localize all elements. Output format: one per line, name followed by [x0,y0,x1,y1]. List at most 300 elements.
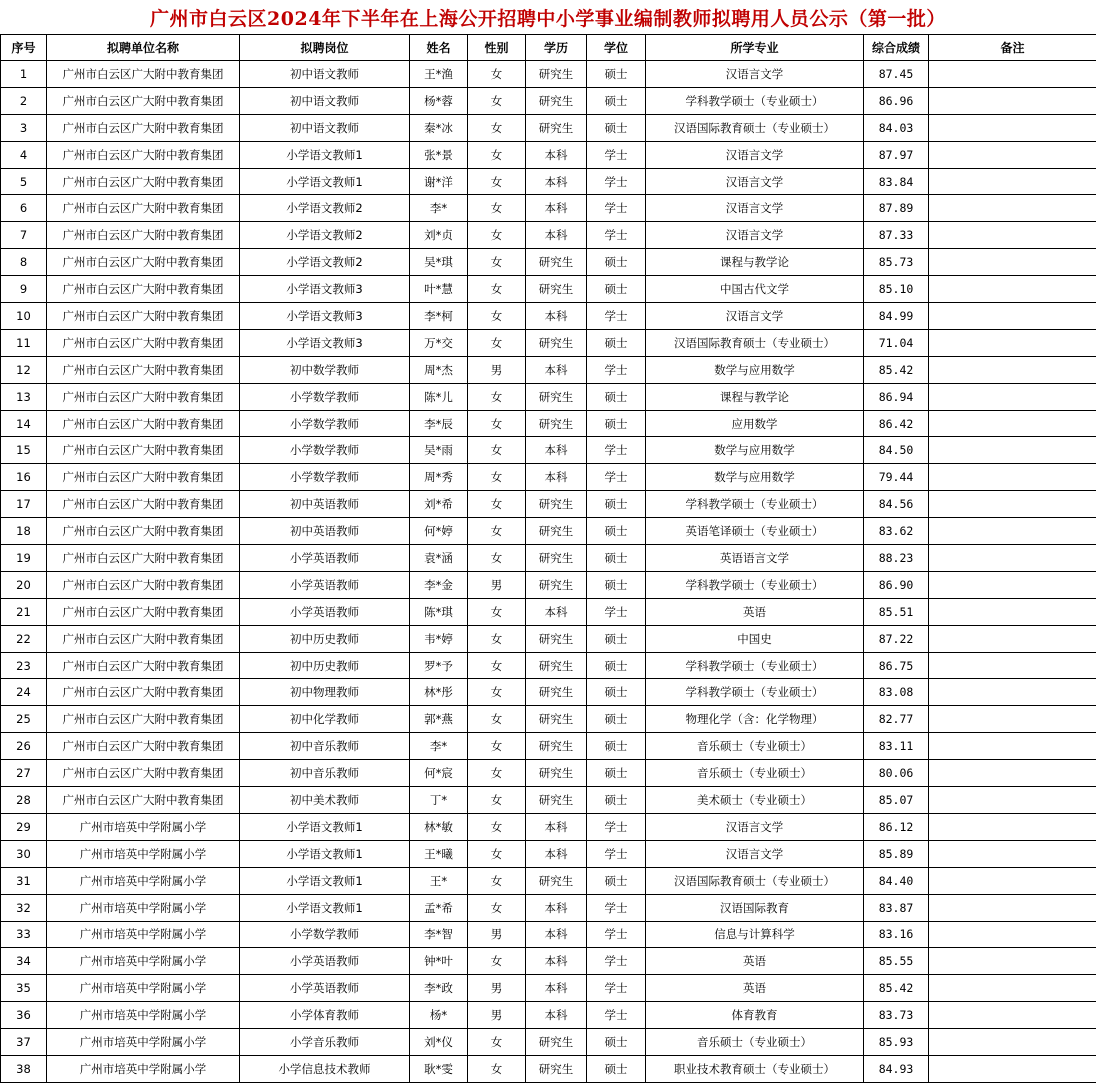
cell-score: 82.77 [864,706,929,733]
cell-name: 王*渔 [410,61,468,88]
cell-education: 本科 [526,840,587,867]
table-row [1,571,1096,598]
cell-gender: 女 [468,249,526,276]
cell-degree: 硕士 [587,1055,646,1082]
cell-seq: 24 [1,679,47,706]
cell-remarks [929,625,1096,652]
cell-gender: 女 [468,410,526,437]
table-row [1,733,1096,760]
cell-score: 86.96 [864,87,929,114]
cell-name: 丁* [410,787,468,814]
cell-gender: 女 [468,545,526,572]
cell-post: 初中英语教师 [240,491,410,518]
cell-unit: 广州市白云区广大附中教育集团 [47,222,240,249]
cell-major: 汉语言文学 [646,840,864,867]
cell-name: 吴*雨 [410,437,468,464]
cell-major: 汉语言文学 [646,303,864,330]
cell-gender: 女 [468,464,526,491]
cell-seq: 11 [1,329,47,356]
cell-name: 郭*燕 [410,706,468,733]
table-row [1,518,1096,545]
cell-post: 小学语文教师1 [240,813,410,840]
cell-gender: 女 [468,948,526,975]
cell-unit: 广州市培英中学附属小学 [47,1029,240,1056]
cell-score: 85.42 [864,356,929,383]
cell-gender: 女 [468,652,526,679]
cell-score: 84.50 [864,437,929,464]
cell-name: 李*智 [410,921,468,948]
cell-gender: 女 [468,733,526,760]
cell-seq: 20 [1,571,47,598]
cell-seq: 3 [1,114,47,141]
cell-major: 汉语国际教育硕士（专业硕士） [646,329,864,356]
cell-gender: 男 [468,356,526,383]
cell-score: 87.22 [864,625,929,652]
cell-major: 数学与应用数学 [646,464,864,491]
cell-post: 小学数学教师 [240,921,410,948]
table-row [1,867,1096,894]
cell-post: 初中语文教师 [240,114,410,141]
cell-major: 汉语言文学 [646,195,864,222]
table-row [1,195,1096,222]
cell-unit: 广州市培英中学附属小学 [47,1055,240,1082]
cell-unit: 广州市培英中学附属小学 [47,921,240,948]
table-row [1,1029,1096,1056]
cell-gender: 女 [468,87,526,114]
table-row [1,491,1096,518]
cell-name: 韦*婷 [410,625,468,652]
cell-major: 音乐硕士（专业硕士） [646,760,864,787]
cell-major: 应用数学 [646,410,864,437]
cell-remarks [929,356,1096,383]
cell-gender: 女 [468,329,526,356]
header-education: 学历 [526,35,587,61]
cell-degree: 学士 [587,168,646,195]
cell-name: 刘*仪 [410,1029,468,1056]
cell-seq: 8 [1,249,47,276]
cell-seq: 29 [1,813,47,840]
cell-post: 小学语文教师1 [240,867,410,894]
cell-gender: 女 [468,222,526,249]
cell-major: 音乐硕士（专业硕士） [646,733,864,760]
cell-education: 本科 [526,598,587,625]
cell-remarks [929,1002,1096,1029]
cell-post: 小学英语教师 [240,975,410,1002]
cell-education: 本科 [526,948,587,975]
cell-score: 85.51 [864,598,929,625]
cell-post: 初中语文教师 [240,87,410,114]
cell-seq: 22 [1,625,47,652]
cell-post: 初中美术教师 [240,787,410,814]
cell-remarks [929,598,1096,625]
cell-education: 本科 [526,356,587,383]
cell-unit: 广州市白云区广大附中教育集团 [47,625,240,652]
table-row [1,975,1096,1002]
cell-score: 84.40 [864,867,929,894]
cell-major: 体育教育 [646,1002,864,1029]
cell-gender: 女 [468,141,526,168]
cell-score: 87.97 [864,141,929,168]
table-row [1,383,1096,410]
cell-major: 汉语国际教育硕士（专业硕士） [646,867,864,894]
cell-unit: 广州市白云区广大附中教育集团 [47,787,240,814]
cell-degree: 硕士 [587,249,646,276]
cell-unit: 广州市白云区广大附中教育集团 [47,518,240,545]
cell-education: 研究生 [526,652,587,679]
table-row [1,356,1096,383]
cell-major: 英语语言文学 [646,545,864,572]
cell-education: 研究生 [526,867,587,894]
table-row [1,303,1096,330]
cell-degree: 学士 [587,303,646,330]
cell-post: 小学英语教师 [240,571,410,598]
cell-remarks [929,195,1096,222]
cell-degree: 硕士 [587,867,646,894]
cell-unit: 广州市白云区广大附中教育集团 [47,410,240,437]
cell-name: 袁*涵 [410,545,468,572]
cell-gender: 女 [468,437,526,464]
cell-unit: 广州市白云区广大附中教育集团 [47,114,240,141]
cell-remarks [929,1055,1096,1082]
cell-degree: 硕士 [587,276,646,303]
cell-education: 研究生 [526,383,587,410]
cell-unit: 广州市白云区广大附中教育集团 [47,679,240,706]
cell-seq: 19 [1,545,47,572]
cell-degree: 学士 [587,222,646,249]
header-unit: 拟聘单位名称 [47,35,240,61]
cell-seq: 14 [1,410,47,437]
cell-post: 初中音乐教师 [240,760,410,787]
cell-remarks [929,894,1096,921]
table-row [1,840,1096,867]
cell-education: 研究生 [526,545,587,572]
cell-seq: 12 [1,356,47,383]
cell-gender: 女 [468,276,526,303]
cell-unit: 广州市白云区广大附中教育集团 [47,652,240,679]
cell-seq: 15 [1,437,47,464]
cell-score: 83.11 [864,733,929,760]
cell-education: 研究生 [526,114,587,141]
cell-major: 汉语言文学 [646,168,864,195]
cell-degree: 硕士 [587,625,646,652]
cell-major: 汉语言文学 [646,222,864,249]
cell-name: 林*彤 [410,679,468,706]
cell-score: 88.23 [864,545,929,572]
cell-name: 叶*慧 [410,276,468,303]
cell-name: 李*辰 [410,410,468,437]
cell-score: 83.73 [864,1002,929,1029]
cell-seq: 10 [1,303,47,330]
cell-degree: 硕士 [587,545,646,572]
cell-score: 85.89 [864,840,929,867]
cell-education: 本科 [526,141,587,168]
cell-score: 84.99 [864,303,929,330]
cell-seq: 38 [1,1055,47,1082]
cell-post: 小学英语教师 [240,545,410,572]
cell-unit: 广州市白云区广大附中教育集团 [47,329,240,356]
header-gender: 性别 [468,35,526,61]
cell-gender: 女 [468,114,526,141]
cell-education: 研究生 [526,760,587,787]
cell-degree: 学士 [587,141,646,168]
cell-seq: 37 [1,1029,47,1056]
cell-unit: 广州市白云区广大附中教育集团 [47,276,240,303]
table-row [1,410,1096,437]
cell-remarks [929,141,1096,168]
cell-seq: 26 [1,733,47,760]
cell-unit: 广州市培英中学附属小学 [47,1002,240,1029]
cell-seq: 33 [1,921,47,948]
cell-education: 本科 [526,894,587,921]
cell-unit: 广州市白云区广大附中教育集团 [47,733,240,760]
cell-education: 研究生 [526,1055,587,1082]
cell-score: 80.06 [864,760,929,787]
cell-unit: 广州市白云区广大附中教育集团 [47,706,240,733]
cell-score: 83.16 [864,921,929,948]
cell-degree: 硕士 [587,706,646,733]
cell-major: 数学与应用数学 [646,437,864,464]
cell-unit: 广州市培英中学附属小学 [47,840,240,867]
cell-degree: 硕士 [587,679,646,706]
cell-remarks [929,303,1096,330]
cell-name: 李*柯 [410,303,468,330]
cell-post: 小学语文教师2 [240,195,410,222]
cell-gender: 男 [468,1002,526,1029]
cell-gender: 女 [468,168,526,195]
cell-degree: 学士 [587,598,646,625]
header-major: 所学专业 [646,35,864,61]
cell-name: 李*政 [410,975,468,1002]
cell-name: 李* [410,195,468,222]
cell-remarks [929,948,1096,975]
cell-education: 研究生 [526,733,587,760]
cell-name: 陈*儿 [410,383,468,410]
cell-name: 吴*琪 [410,249,468,276]
cell-unit: 广州市白云区广大附中教育集团 [47,249,240,276]
cell-major: 学科教学硕士（专业硕士） [646,679,864,706]
cell-remarks [929,168,1096,195]
table-row [1,61,1096,88]
cell-remarks [929,114,1096,141]
cell-gender: 女 [468,383,526,410]
table-row [1,464,1096,491]
table-row [1,921,1096,948]
cell-seq: 25 [1,706,47,733]
cell-post: 小学语文教师1 [240,168,410,195]
cell-post: 初中语文教师 [240,61,410,88]
cell-name: 孟*希 [410,894,468,921]
cell-unit: 广州市培英中学附属小学 [47,813,240,840]
cell-unit: 广州市白云区广大附中教育集团 [47,61,240,88]
cell-score: 79.44 [864,464,929,491]
cell-major: 英语 [646,948,864,975]
cell-post: 小学音乐教师 [240,1029,410,1056]
cell-remarks [929,706,1096,733]
cell-degree: 硕士 [587,733,646,760]
cell-score: 85.42 [864,975,929,1002]
cell-degree: 硕士 [587,87,646,114]
table-row [1,114,1096,141]
cell-education: 研究生 [526,679,587,706]
cell-remarks [929,813,1096,840]
header-seq: 序号 [1,35,47,61]
cell-name: 杨*蓉 [410,87,468,114]
cell-major: 学科教学硕士（专业硕士） [646,652,864,679]
cell-degree: 硕士 [587,114,646,141]
cell-education: 研究生 [526,61,587,88]
cell-unit: 广州市白云区广大附中教育集团 [47,168,240,195]
cell-seq: 2 [1,87,47,114]
cell-degree: 硕士 [587,652,646,679]
table-body [1,61,1096,1083]
cell-education: 研究生 [526,571,587,598]
header-degree: 学位 [587,35,646,61]
table-row [1,598,1096,625]
cell-score: 87.33 [864,222,929,249]
cell-name: 谢*洋 [410,168,468,195]
cell-post: 小学语文教师2 [240,222,410,249]
cell-post: 初中英语教师 [240,518,410,545]
cell-major: 汉语国际教育 [646,894,864,921]
cell-education: 本科 [526,303,587,330]
cell-seq: 28 [1,787,47,814]
cell-post: 初中历史教师 [240,652,410,679]
cell-education: 本科 [526,1002,587,1029]
cell-score: 84.03 [864,114,929,141]
cell-major: 中国史 [646,625,864,652]
cell-education: 研究生 [526,249,587,276]
cell-degree: 学士 [587,975,646,1002]
cell-degree: 硕士 [587,1029,646,1056]
cell-education: 研究生 [526,329,587,356]
cell-degree: 硕士 [587,61,646,88]
cell-major: 学科教学硕士（专业硕士） [646,87,864,114]
table-row [1,813,1096,840]
cell-seq: 17 [1,491,47,518]
cell-post: 初中历史教师 [240,625,410,652]
cell-unit: 广州市白云区广大附中教育集团 [47,464,240,491]
cell-degree: 学士 [587,356,646,383]
cell-unit: 广州市白云区广大附中教育集团 [47,545,240,572]
cell-name: 秦*冰 [410,114,468,141]
table-row [1,141,1096,168]
cell-remarks [929,921,1096,948]
cell-name: 何*婷 [410,518,468,545]
cell-education: 本科 [526,921,587,948]
cell-education: 本科 [526,168,587,195]
table-row [1,948,1096,975]
cell-remarks [929,410,1096,437]
cell-unit: 广州市培英中学附属小学 [47,867,240,894]
cell-score: 84.93 [864,1055,929,1082]
cell-post: 初中化学教师 [240,706,410,733]
cell-name: 万*交 [410,329,468,356]
cell-education: 本科 [526,813,587,840]
cell-post: 小学数学教师 [240,437,410,464]
cell-seq: 36 [1,1002,47,1029]
cell-post: 小学英语教师 [240,598,410,625]
cell-unit: 广州市白云区广大附中教育集团 [47,571,240,598]
cell-seq: 35 [1,975,47,1002]
cell-gender: 女 [468,518,526,545]
cell-gender: 女 [468,1055,526,1082]
cell-major: 信息与计算科学 [646,921,864,948]
cell-degree: 硕士 [587,518,646,545]
candidate-table [0,34,1096,1083]
table-row [1,679,1096,706]
cell-degree: 学士 [587,948,646,975]
cell-gender: 男 [468,921,526,948]
cell-unit: 广州市白云区广大附中教育集团 [47,598,240,625]
cell-score: 87.45 [864,61,929,88]
cell-score: 83.62 [864,518,929,545]
cell-major: 英语 [646,975,864,1002]
cell-education: 研究生 [526,1029,587,1056]
cell-degree: 学士 [587,840,646,867]
cell-degree: 学士 [587,1002,646,1029]
cell-gender: 女 [468,867,526,894]
cell-score: 84.56 [864,491,929,518]
cell-remarks [929,222,1096,249]
cell-unit: 广州市白云区广大附中教育集团 [47,437,240,464]
cell-degree: 学士 [587,921,646,948]
cell-gender: 女 [468,1029,526,1056]
cell-remarks [929,867,1096,894]
cell-gender: 男 [468,975,526,1002]
cell-seq: 32 [1,894,47,921]
cell-major: 物理化学（含：化学物理） [646,706,864,733]
cell-degree: 硕士 [587,383,646,410]
cell-major: 美术硕士（专业硕士） [646,787,864,814]
cell-score: 86.42 [864,410,929,437]
cell-degree: 硕士 [587,760,646,787]
cell-post: 小学语文教师3 [240,276,410,303]
cell-name: 王*曦 [410,840,468,867]
cell-score: 86.12 [864,813,929,840]
cell-post: 初中物理教师 [240,679,410,706]
cell-gender: 女 [468,760,526,787]
cell-remarks [929,518,1096,545]
cell-unit: 广州市白云区广大附中教育集团 [47,383,240,410]
cell-education: 本科 [526,222,587,249]
header-remarks: 备注 [929,35,1096,61]
cell-seq: 9 [1,276,47,303]
cell-degree: 硕士 [587,329,646,356]
cell-seq: 27 [1,760,47,787]
cell-seq: 4 [1,141,47,168]
header-name: 姓名 [410,35,468,61]
cell-remarks [929,760,1096,787]
cell-name: 刘*希 [410,491,468,518]
cell-post: 小学语文教师1 [240,840,410,867]
table-row [1,222,1096,249]
cell-name: 李* [410,733,468,760]
cell-major: 汉语言文学 [646,813,864,840]
cell-unit: 广州市培英中学附属小学 [47,948,240,975]
cell-education: 本科 [526,464,587,491]
cell-major: 汉语言文学 [646,141,864,168]
cell-gender: 女 [468,598,526,625]
table-header-row [1,35,1096,61]
cell-remarks [929,571,1096,598]
cell-seq: 6 [1,195,47,222]
cell-score: 83.84 [864,168,929,195]
cell-remarks [929,652,1096,679]
table-row [1,1055,1096,1082]
cell-score: 85.93 [864,1029,929,1056]
cell-major: 中国古代文学 [646,276,864,303]
cell-post: 初中数学教师 [240,356,410,383]
